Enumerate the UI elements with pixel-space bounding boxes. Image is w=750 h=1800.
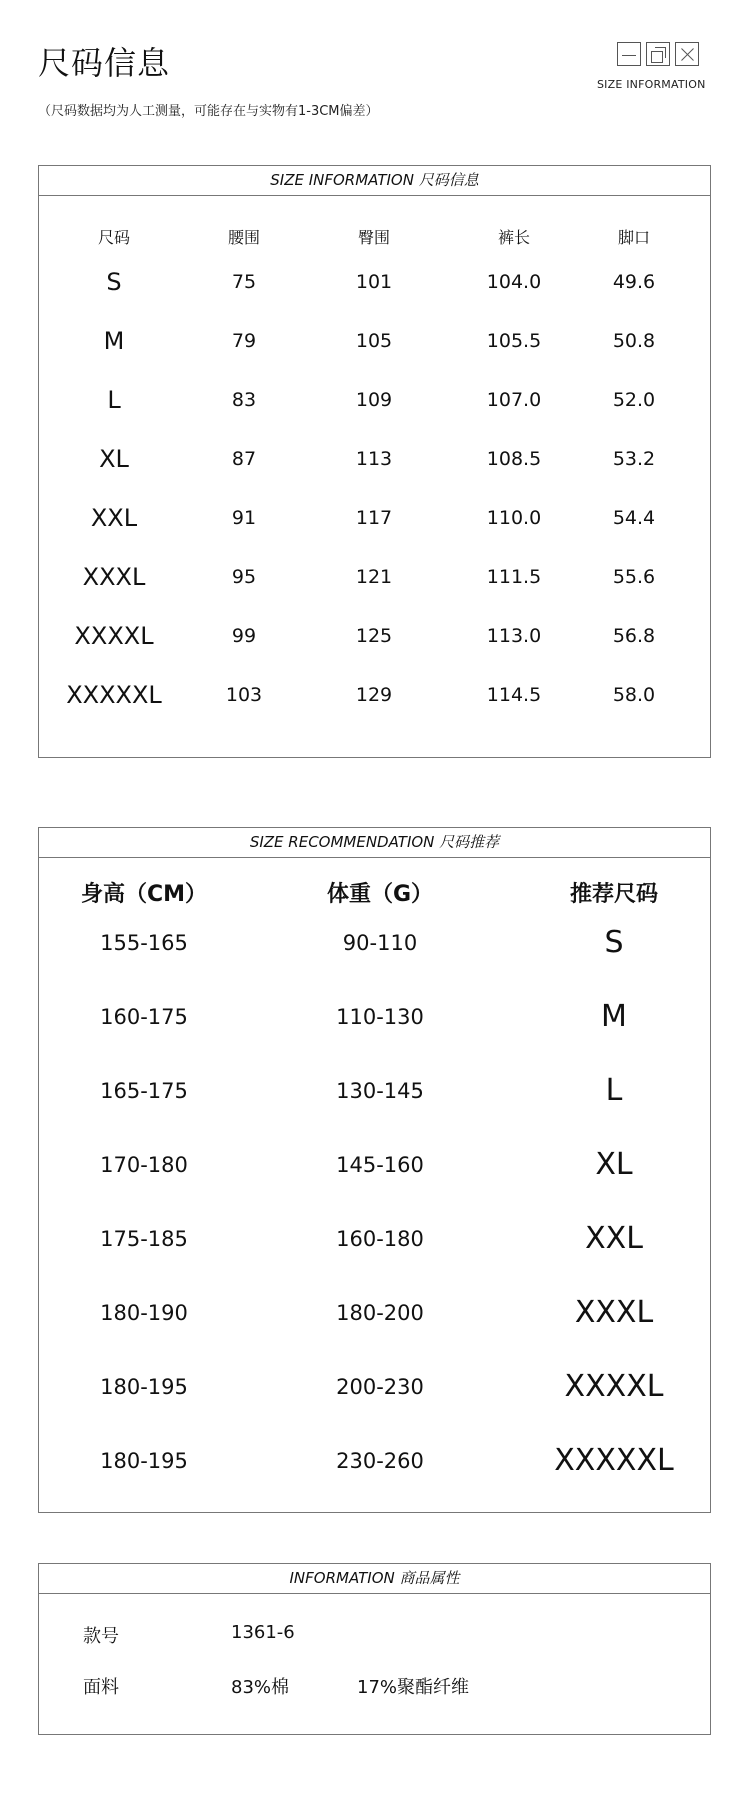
weight-cell: 200-230 [336, 1375, 424, 1399]
height-cell: 180-190 [100, 1301, 188, 1325]
product-info-table [38, 1563, 711, 1735]
table-row [39, 562, 710, 592]
measurement-note: （尺码数据均为人工测量，可能存在与实物有1-3CM偏差） [38, 104, 379, 119]
measure-cell: 83 [231, 389, 257, 411]
table-row [39, 503, 710, 533]
weight-cell: 230-260 [336, 1449, 424, 1473]
size-cell: S [106, 268, 122, 296]
measure-cell: 91 [231, 507, 257, 529]
attribute-value: 83%棉 [231, 1677, 290, 1698]
column-header: 推荐尺码 [569, 882, 659, 907]
size-cell: XXXXXL [554, 1443, 674, 1478]
measure-cell: 110.0 [486, 507, 542, 529]
table-row [39, 1145, 710, 1185]
size-information-table [38, 165, 711, 758]
measure-cell: 125 [355, 625, 393, 647]
measure-cell: 113 [355, 448, 393, 470]
window-controls [617, 42, 699, 66]
attribute-value: 17%聚酯纤维 [357, 1677, 470, 1698]
size-cell: XXL [585, 1221, 643, 1256]
column-header: 体重（G） [326, 882, 434, 907]
product-info-heading: INFORMATION 商品属性 [39, 1564, 710, 1594]
measure-cell: 87 [231, 448, 257, 470]
table-row [39, 680, 710, 710]
weight-cell: 130-145 [336, 1079, 424, 1103]
measure-cell: 52.0 [612, 389, 656, 411]
size-cell: M [103, 327, 125, 355]
page-title: 尺码信息 [38, 44, 171, 82]
minimize-icon [617, 42, 641, 66]
attribute-label: 面料 [83, 1677, 119, 1698]
measure-cell: 53.2 [612, 448, 656, 470]
size-cell: XXL [90, 504, 138, 532]
table-header-row [39, 877, 710, 907]
measure-cell: 99 [231, 625, 257, 647]
measure-cell: 54.4 [612, 507, 656, 529]
size-information-heading: SIZE INFORMATION 尺码信息 [39, 166, 710, 196]
size-cell: XXXXXL [66, 681, 162, 709]
height-cell: 180-195 [100, 1375, 188, 1399]
measure-cell: 104.0 [486, 271, 542, 293]
column-header: 臀围 [357, 228, 391, 247]
table-row [39, 997, 710, 1037]
measure-cell: 56.8 [612, 625, 656, 647]
measure-cell: 108.5 [486, 448, 542, 470]
measure-cell: 105.5 [486, 330, 542, 352]
column-header: 脚口 [617, 228, 651, 247]
measure-cell: 75 [231, 271, 257, 293]
measure-cell: 107.0 [486, 389, 542, 411]
table-row [39, 1293, 710, 1333]
measure-cell: 50.8 [612, 330, 656, 352]
size-cell: XXXL [82, 563, 146, 591]
size-cell: XXXL [574, 1295, 654, 1330]
column-header: 身高（CM） [80, 882, 208, 907]
size-cell: S [604, 925, 624, 960]
size-information-label: SIZE INFORMATION [597, 78, 706, 91]
size-recommendation-heading: SIZE RECOMMENDATION 尺码推荐 [39, 828, 710, 858]
measure-cell: 95 [231, 566, 257, 588]
height-cell: 160-175 [100, 1005, 188, 1029]
table-row [39, 621, 710, 651]
attribute-label: 款号 [83, 1626, 119, 1647]
measure-cell: 49.6 [612, 271, 656, 293]
measure-cell: 111.5 [486, 566, 542, 588]
weight-cell: 160-180 [336, 1227, 424, 1251]
measure-cell: 114.5 [486, 684, 542, 706]
size-cell: M [601, 999, 627, 1034]
measure-cell: 55.6 [612, 566, 656, 588]
table-row [39, 1441, 710, 1481]
size-cell: L [605, 1073, 623, 1108]
table-row [39, 1071, 710, 1111]
size-cell: XXXXL [74, 622, 154, 650]
measure-cell: 117 [355, 507, 393, 529]
height-cell: 170-180 [100, 1153, 188, 1177]
table-row [39, 326, 710, 356]
close-icon [675, 42, 699, 66]
measure-cell: 103 [225, 684, 263, 706]
size-recommendation-table [38, 827, 711, 1513]
size-cell: XL [595, 1147, 633, 1182]
height-cell: 165-175 [100, 1079, 188, 1103]
weight-cell: 180-200 [336, 1301, 424, 1325]
size-cell: XXXXL [564, 1369, 664, 1404]
height-cell: 175-185 [100, 1227, 188, 1251]
measure-cell: 79 [231, 330, 257, 352]
column-header: 尺码 [97, 228, 131, 247]
restore-icon [646, 42, 670, 66]
measure-cell: 121 [355, 566, 393, 588]
height-cell: 155-165 [100, 931, 188, 955]
table-row [39, 444, 710, 474]
column-header: 裤长 [497, 228, 531, 247]
measure-cell: 113.0 [486, 625, 542, 647]
table-header-row [39, 225, 710, 249]
size-cell: L [107, 386, 121, 414]
weight-cell: 90-110 [342, 931, 418, 955]
height-cell: 180-195 [100, 1449, 188, 1473]
table-row [39, 923, 710, 963]
table-row [39, 385, 710, 415]
weight-cell: 145-160 [336, 1153, 424, 1177]
measure-cell: 105 [355, 330, 393, 352]
table-row [39, 267, 710, 297]
table-row [39, 1367, 710, 1407]
measure-cell: 129 [355, 684, 393, 706]
measure-cell: 109 [355, 389, 393, 411]
size-cell: XL [99, 445, 129, 473]
measure-cell: 58.0 [612, 684, 656, 706]
attribute-value: 1361-6 [231, 1622, 295, 1643]
weight-cell: 110-130 [336, 1005, 424, 1029]
measure-cell: 101 [355, 271, 393, 293]
column-header: 腰围 [227, 228, 261, 247]
table-row [39, 1219, 710, 1259]
